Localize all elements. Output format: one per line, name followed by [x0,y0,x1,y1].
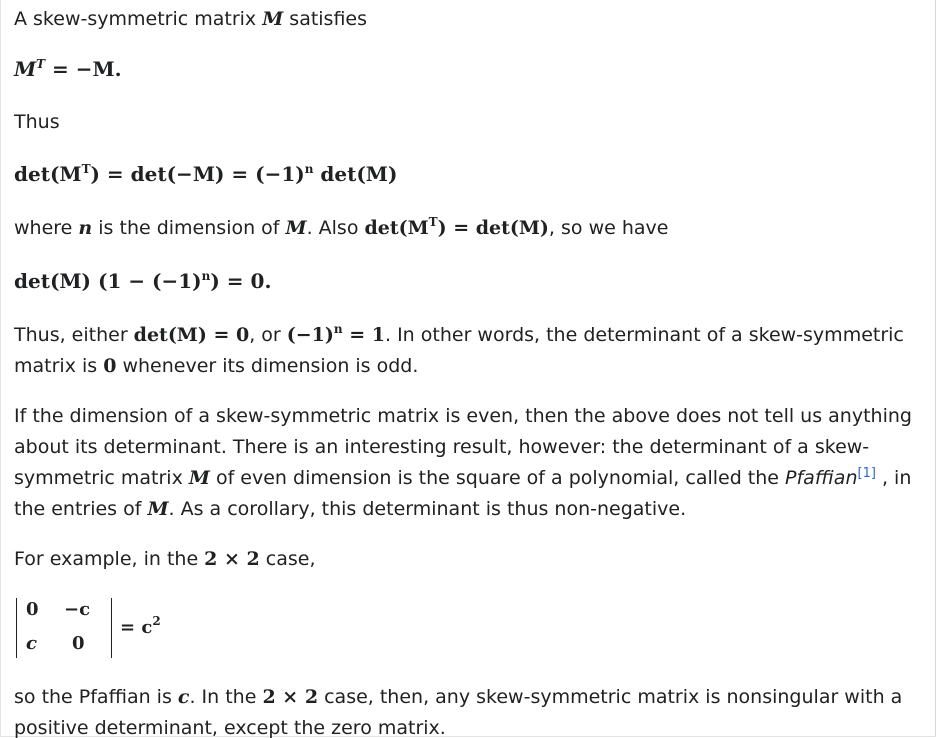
where-text-2: is the dimension of [92,217,286,239]
para1-math-3: = 1 [342,324,385,346]
para1-math-2: (−1) [286,324,334,346]
final-paragraph [14,682,926,738]
math-c: c [177,686,190,708]
para1-text-4: matrix is [14,355,104,377]
eq1-lhs: M [14,57,37,81]
para2-text-3a: symmetric matrix [14,467,189,489]
para2-text-3c: , in [875,467,912,489]
para1-math-1: det(M) = 0 [133,324,250,346]
final-math: 2 × 2 [262,686,319,708]
math-M: M [147,498,169,520]
eq2-sup2: n [304,162,314,176]
eq3-part1: det(M) (1 − (−1) [14,269,202,293]
where-math-1: det(M [364,217,429,239]
matrix-rhs [120,614,161,638]
eq2-part3: det(M) [313,162,398,186]
para2-text-4a: the entries of [14,498,148,520]
where-paragraph [14,213,668,244]
intro-text-end: satisfies [283,8,368,30]
pfaffian-paragraph [14,401,926,525]
equation-transpose [14,54,122,85]
para1-text-1: Thus, either [14,324,134,346]
para1-line1 [14,320,926,351]
final-text-3: case, then, any skew-symmetric matrix is nonsingular with a [318,686,903,708]
matrix-rhs-text: = c [120,617,153,638]
pfaffian-term: Pfaffian [785,467,858,489]
odd-dimension-paragraph [14,320,926,382]
where-math-sup: T [428,215,438,229]
para2-line4 [14,494,926,525]
math-zero: 0 [103,355,117,377]
para1-text-2: , or [249,324,287,346]
para2-line3 [14,463,926,494]
para1-math-sup: n [333,322,343,336]
eq2-part1: det(M [14,162,82,186]
math-M: M [188,467,210,489]
math-M: M [262,8,284,30]
matrix-cell-21: c [26,633,37,654]
example-text-2: case, [259,548,316,570]
determinant-matrix [14,594,214,660]
eq3-sup: n [201,269,211,283]
matrix-rhs-sup: 2 [152,614,161,628]
where-text-4: , so we have [548,217,669,239]
para2-line1: If the dimension of a skew-symmetric matrix is even, then the above does not tell us anything [14,405,912,427]
final-text-2: . In the [189,686,263,708]
para2-text-3b: of even dimension is the square of a polynomial, called the [209,467,786,489]
reference-link[interactable]: [1] [857,466,876,481]
matrix-cell-12: −c [64,599,91,620]
equation-det-transpose [14,159,397,190]
eq2-sup1: T [81,162,91,176]
where-text-3: . Also [306,217,365,239]
thus-text: Thus [14,111,60,133]
math-n: n [78,217,93,239]
matrix-cell-22: 0 [72,633,85,654]
matrix-cell-11: 0 [26,599,39,620]
para2-text-4b: . As a corollary, this determinant is thus non-negative. [168,498,687,520]
example-math: 2 × 2 [204,548,260,570]
where-math-2: ) = det(M) [437,217,549,239]
equation-det-zero [14,266,271,297]
eq3-part2: ) = 0. [210,269,272,293]
final-line1 [14,682,926,713]
where-text-1: where [14,217,79,239]
eq2-part2: ) = det(−M) = (−1) [90,162,305,186]
det-left-bar [16,598,17,658]
intro-text: A skew-symmetric matrix [14,8,263,30]
math-M: M [285,217,307,239]
example-text-1: For example, in the [14,548,205,570]
para1-line2 [14,351,926,382]
para2-line2: about its determinant. There is an interesting result, however: the determinant of a skew- [14,436,870,458]
example-paragraph [14,544,316,575]
det-right-bar [111,598,112,658]
eq1-rhs: = −M. [45,57,122,81]
final-line2: positive determinant, except the zero matrix. [14,717,446,738]
para1-text-5: whenever its dimension is odd. [116,355,419,377]
eq1-sup: T [36,57,46,71]
intro-paragraph [14,4,367,35]
para1-text-3: . In other words, the determinant of a skew-symmetric [385,324,904,346]
final-text-1: so the Pfaffian is [14,686,178,708]
